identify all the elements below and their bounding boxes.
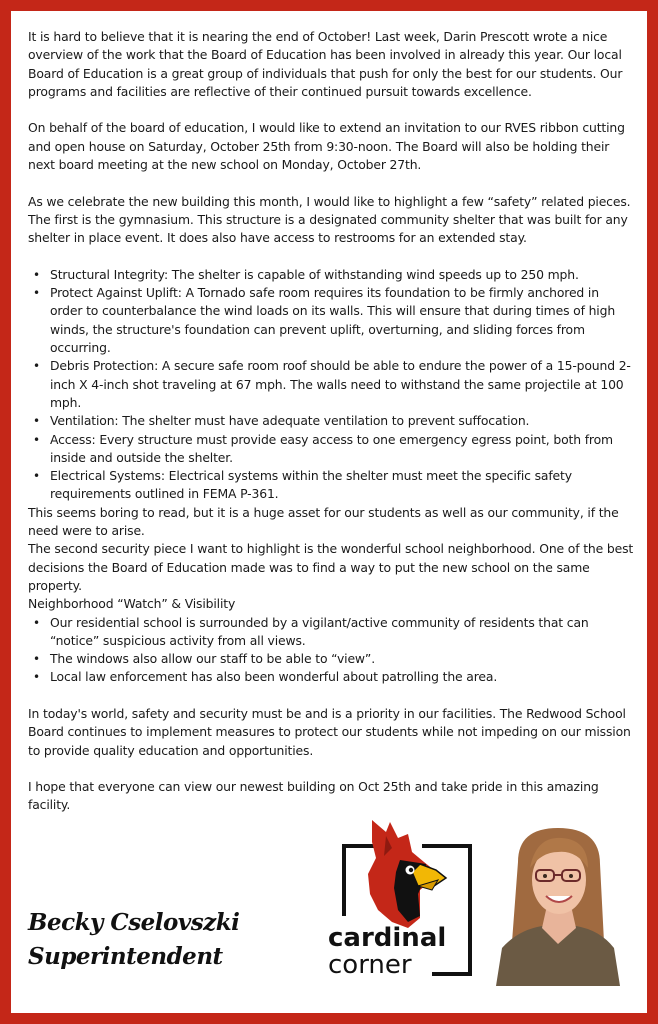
list-item: • Protect Against Uplift: A Tornado safe room requires its foundation to be firmly anchored in order to counterbalance the wind loads on its walls. This will ensure that during times of high winds, the structure's foundation can prevent uplift, overturning, and sliding forces from occurring. [50,284,634,357]
list-item: • Structural Integrity: The shelter is capable of withstanding wind speeds up to 250 mph. [50,266,634,284]
superintendent-photo [496,822,620,986]
letter-body [28,28,634,815]
neighborhood-list [28,614,634,687]
paragraph-asset: This seems boring to read, but it is a huge asset for our students as well as our community, if the need were to arise. [28,504,619,539]
signature-name: Becky Cselovszki [28,909,240,936]
list-item: • Electrical Systems: Electrical systems within the shelter must meet the specific safety requirements outlined in FEMA P-361. [50,467,634,504]
list-item: • Access: Every structure must provide easy access to one emergency egress point, both from inside and outside the shelter. [50,431,634,468]
paragraph-intro: It is hard to believe that it is nearing the end of October! Last week, Darin Prescott wrote a nice overview of the work that the Board of Education has been involved in already this year. Our local Board of Education is a great group of individuals that push for only the best for our students. Our programs and facilities are reflective of their continued pursuit towards excellence. [28,29,623,99]
list-item: • The windows also allow our staff to be able to “view”. [50,650,634,668]
list-item: • Ventilation: The shelter must have adequate ventilation to prevent suffocation. [50,412,634,430]
list-item: • Local law enforcement has also been wonderful about patrolling the area. [50,668,634,686]
signature-block [28,906,239,974]
logo-line-corner: corner [328,950,412,978]
logo-line-cardinal: cardinal [328,923,447,953]
paragraph-priority: In today's world, safety and security must be and is a priority in our facilities. The Redwood School Board continues to implement measures to protect our students while not impeding on our mission to provide quality education and opportunities. [28,705,631,758]
shelter-list [28,266,634,504]
cardinal-bird-icon [368,820,446,928]
paragraph-safety: As we celebrate the new building this month, I would like to highlight a few “safety” related pieces. The first is the gymnasium. This structure is a designated community shelter that was built for any shelter in place event. It does also have access to restrooms for an extended stay. [28,193,631,246]
cardinal-corner-logo-graphic [328,818,474,978]
portrait-graphic [496,822,620,986]
signature-title: Superintendent [28,943,223,970]
cardinal-corner-logo [328,818,474,978]
paragraph-closing: I hope that everyone can view our newest building on Oct 25th and take pride in this amazing facility. [28,779,599,813]
paragraph-neighborhood: The second security piece I want to highlight is the wonderful school neighborhood. One of the best decisions the Board of Education made was to find a way to put the new school on the same property. [28,541,634,593]
list-item: • Our residential school is surrounded by a vigilant/active community of residents that can “notice” suspicious activity from all views. [50,614,634,651]
paragraph-invitation: On behalf of the board of education, I would like to extend an invitation to our RVES ribbon cutting and open house on Saturday, October 25th from 9:30-noon. The Board will also be holding their next board meeting at the new school on Monday, October 27th. [28,120,625,173]
neighborhood-heading: Neighborhood “Watch” & Visibility [28,596,236,612]
list-item: • Debris Protection: A secure safe room roof should be able to endure the power of a 15-pound 2-inch X 4-inch shot traveling at 67 mph. The walls need to withstand the same projectile at 100 mph. [50,357,634,412]
